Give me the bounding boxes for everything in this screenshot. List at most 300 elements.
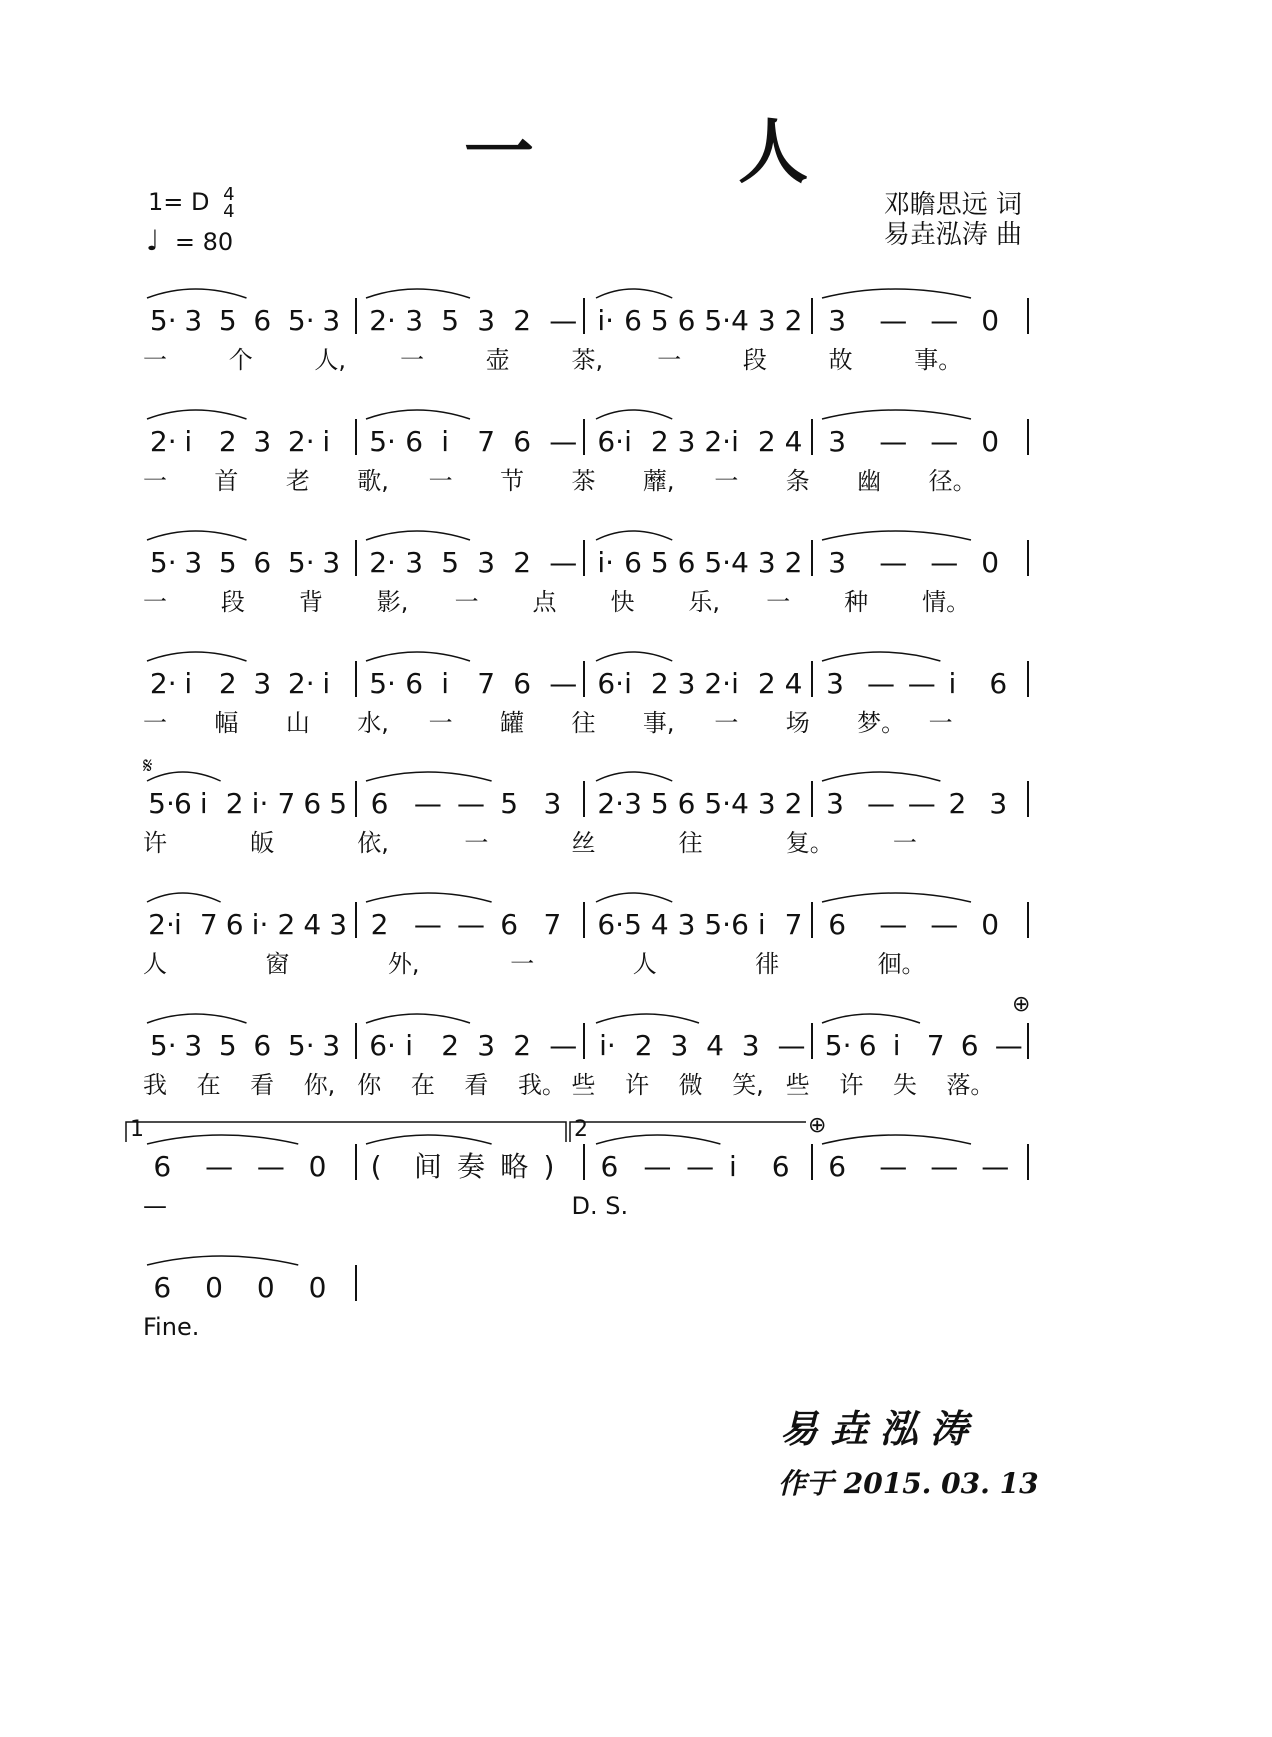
note: — [413,908,442,941]
lyric-syllable: 往 [571,709,596,737]
lyric-syllable: 段 [220,588,245,616]
lyric-syllable: 微 [678,1071,703,1099]
lyric-syllable: 在 [196,1071,221,1099]
note: 6 [771,1150,790,1183]
coda-icon: ⊕ [1012,992,1031,1017]
lyric-syllable: 人 [143,950,167,978]
note: 4 [731,304,749,337]
note: 6 [858,1029,877,1062]
lyric-syllable: 茶, [571,346,604,374]
note: 5· [369,667,396,700]
note: 5· [704,787,732,820]
signature-name: 易垚泓涛 [780,1406,981,1451]
note: 6 [600,1150,619,1183]
lyric-syllable: 一 [714,467,739,495]
note: 6 [513,425,532,458]
note: i [728,1150,737,1183]
note: 6 [513,667,532,700]
note: — [879,304,908,337]
lyric-syllable: 人 [632,950,657,978]
note: 5 [218,546,237,579]
note: 略 [500,1150,529,1183]
note: i· [251,787,269,820]
slur [147,652,247,661]
slur [147,1256,298,1265]
lyric-syllable: 快 [610,588,635,616]
slur [366,1014,470,1023]
note: — [457,908,486,941]
slur [147,410,247,419]
note: 3 [477,1029,496,1062]
note: i [757,908,766,941]
lyric-syllable: 条 [785,467,810,495]
time-sig-bottom: 4 [223,201,235,222]
lyric-syllable: 往 [678,829,703,857]
note: 3 [828,425,847,458]
quarter-note-icon: ♩ [146,224,160,257]
note: 2 [370,908,389,941]
tempo-value: = 80 [174,228,234,256]
key-label: 1= D [148,188,210,216]
note: 2· [148,908,175,941]
lyric-syllable: 壶 [485,346,510,374]
note: 2 [634,1029,653,1062]
note: 2· [369,304,396,337]
slur [596,1135,720,1144]
lyric-syllable: 一 [928,709,953,737]
note: 3 [322,1029,341,1062]
note: i· [599,1029,616,1062]
slur [596,1014,699,1023]
note: 3 [322,546,341,579]
lyric-syllable: 一 [143,346,167,374]
slur [822,410,971,419]
note: 2· [149,667,177,700]
note: 2 [948,787,967,820]
signature-date: 作于 2015. 03. 13 [778,1467,1039,1500]
note: 2 [218,425,237,458]
note: 6 [677,304,696,337]
segno-icon: 𝄋 [143,754,153,779]
note: 2· [149,425,177,458]
lyric-syllable: 水, [357,709,389,737]
lyric-syllable: 一 [143,709,167,737]
note: 5· [824,1029,852,1062]
lyric-syllable: 人, [314,346,347,374]
note: i [441,667,449,700]
lyric-syllable: 些 [571,1071,596,1099]
note: 6 [405,667,424,700]
slur [366,410,470,419]
note: 7 [199,908,218,941]
lyric-syllable: 在 [410,1071,435,1099]
note: — [549,667,578,700]
note: 4 [303,908,322,941]
note: 6 [989,667,1008,700]
lyric-syllable: 丝 [571,829,596,857]
note: 5· [287,1029,315,1062]
note: i [322,425,331,458]
note: 6 [500,908,519,941]
note: 6 [253,546,272,579]
note: 2· [597,787,625,820]
lyric-syllable: 一 [143,588,167,616]
note: ( [370,1150,382,1183]
slur [822,893,971,902]
note: 2 [225,787,244,820]
note: — [549,546,578,579]
note: 6· [597,667,625,700]
note: — [879,908,908,941]
note: — [549,304,578,337]
note: 2 [513,304,532,337]
slur [366,772,492,781]
lyric-syllable: 看 [250,1071,275,1099]
lyric-syllable: 一 [428,467,453,495]
note: 3 [322,304,341,337]
note: 0 [981,304,1000,337]
lyric-syllable: 个 [228,346,253,374]
note: 2 [784,787,803,820]
note: 3 [253,425,272,458]
note: 3 [828,546,847,579]
note: — [994,1029,1023,1062]
note: 3 [826,667,844,700]
time-sig-top: 4 [223,184,235,205]
note: — [930,425,959,458]
note: i [624,667,632,700]
note: 5 [650,546,669,579]
note: 6 [253,304,272,337]
note: 7 [477,425,496,458]
note: 2 [650,425,669,458]
note: 5· [148,787,175,820]
note: i [624,425,632,458]
note: 3 [405,304,424,337]
note: 6 [677,546,696,579]
lyric-syllable: 梦。 [857,709,906,737]
note: 6 [225,908,244,941]
slur [822,1014,920,1023]
note: 4 [706,1029,724,1062]
note: 3 [184,304,203,337]
note: 6 [153,1271,172,1304]
note: 0 [256,1271,275,1304]
lyric-syllable: 背 [298,588,323,616]
note: 5 [624,908,642,941]
coda-icon: ⊕ [808,1113,827,1138]
note: 5 [650,787,669,820]
lyric-syllable: 一 [657,346,682,374]
note: 3 [543,787,562,820]
lyric-syllable: 茶 [571,467,596,495]
note: 5 [218,304,237,337]
lyric-syllable: 幅 [214,709,239,737]
song-title: 一 人 [463,111,899,193]
note: 2 [757,667,776,700]
lyric-syllable: 罐 [500,709,525,737]
note: — [981,1150,1010,1183]
note: — [549,425,578,458]
note: i [892,1029,901,1062]
note: 6 [253,1029,272,1062]
note: 5· [149,546,177,579]
slur [596,531,672,540]
note: 2 [513,546,532,579]
lyric-syllable: 场 [785,709,810,737]
note: 6 [153,1150,172,1183]
note: i [441,425,449,458]
note: 6· [597,908,625,941]
slur [147,893,221,902]
note: — [866,787,895,820]
note: 2 [277,908,296,941]
note: 0 [981,425,1000,458]
slur [822,1135,971,1144]
note: 0 [308,1150,327,1183]
lyric-syllable: 山 [285,709,310,737]
lyric-syllable: 故 [828,346,853,374]
note: 6 [405,425,424,458]
lyric-syllable: 一 [143,467,167,495]
lyric-syllable: 一 [400,346,425,374]
note: i [322,667,331,700]
lyric-syllable: 一 [510,950,535,978]
lyric-syllable: 皈 [250,829,275,857]
note: 5· [369,425,396,458]
lyric-syllable: 我 [143,1071,167,1099]
note: 5 [650,304,669,337]
note: 3 [477,304,496,337]
note: i· [251,908,269,941]
lyric-syllable: 许 [625,1071,650,1099]
note: 2· [369,546,396,579]
note: 6 [624,304,642,337]
note: i [731,667,739,700]
lyric-syllable: 段 [742,346,767,374]
note: — [907,787,936,820]
note: — [549,1029,578,1062]
note: 3 [757,304,776,337]
note: — [866,667,895,700]
lyric-syllable: D. S. [571,1192,629,1220]
note: 5 [218,1029,237,1062]
note: 2 [441,1029,460,1062]
note: — [930,908,959,941]
note: 2· [704,667,732,700]
lyricist-credit: 邓瞻思远 词 [883,190,1022,220]
note: 3 [253,667,272,700]
note: — [777,1029,806,1062]
note: 3 [184,1029,203,1062]
note: 5 [441,304,460,337]
note: 2 [650,667,669,700]
lyric-syllable: 首 [214,467,239,495]
note: 6 [731,908,749,941]
lyric-syllable: 歌, [357,467,389,495]
lyric-syllable: 失 [892,1071,917,1099]
note: 6 [370,787,389,820]
note: 奏 [457,1150,486,1183]
lyric-syllable: 影, [376,588,409,616]
volta-2-bracket [570,1122,806,1142]
note: 5· [149,304,177,337]
note: 6 [828,908,847,941]
note: i [199,787,208,820]
note: 6 [677,787,696,820]
note: 3 [757,546,776,579]
note: 2 [218,667,237,700]
note: 3 [405,546,424,579]
note: 6 [303,787,322,820]
slur [822,289,971,298]
note: 5· [287,546,315,579]
composer-credit: 易垚泓涛 曲 [883,220,1022,250]
note: 3 [184,546,203,579]
lyric-syllable: 徊。 [877,950,926,978]
lyric-syllable: 幽 [857,467,882,495]
lyric-syllable: Fine. [143,1313,200,1341]
slur [366,289,470,298]
slur [596,410,672,419]
note: 7 [277,787,296,820]
note: 6· [369,1029,396,1062]
note: i [184,667,193,700]
slur [147,1135,298,1144]
note: 2 [784,546,803,579]
note: 7 [784,908,803,941]
note: 2 [784,304,803,337]
note: i· [597,546,615,579]
note: — [457,787,486,820]
note: i [405,1029,413,1062]
note: 3 [677,667,696,700]
lyric-syllable: 你, [303,1071,336,1099]
note: 4 [650,908,669,941]
note: 7 [477,667,496,700]
note: 0 [308,1271,327,1304]
note: 5 [441,546,460,579]
note: 3 [757,787,776,820]
lyric-syllable: 种 [844,588,869,616]
slur [366,893,492,902]
lyric-syllable: 乐, [688,588,721,616]
lyric-syllable: 一 [766,588,791,616]
note: 5· [704,908,732,941]
note: 5· [704,546,732,579]
note: 6· [597,425,625,458]
note: 4 [784,425,803,458]
note: 3 [826,787,844,820]
slur [147,772,221,781]
note: 0 [205,1271,223,1304]
note: 0 [981,908,1000,941]
note: 5· [287,304,315,337]
note: i [184,425,193,458]
lyric-syllable: 一 [714,709,739,737]
lyric-syllable: 些 [785,1071,810,1099]
lyric-syllable: 窗 [265,950,290,978]
note: 2 [513,1029,532,1062]
slur [366,531,470,540]
lyric-syllable: 依, [357,829,389,857]
note: 3 [741,1029,760,1062]
lyric-syllable: 我。 [517,1071,566,1099]
note: 4 [731,546,749,579]
note: — [930,546,959,579]
lyric-syllable: 事。 [914,346,963,374]
volta-1-label: 1 [130,1117,144,1142]
note: 3 [329,908,348,941]
lyric-syllable: 许 [839,1071,864,1099]
note: 6 [174,787,192,820]
note: 6 [624,546,642,579]
lyric-syllable: 老 [285,467,310,495]
lyric-syllable: 事, [642,709,675,737]
note: 5· [149,1029,177,1062]
lyric-syllable: 看 [464,1071,489,1099]
lyric-syllable: 一 [892,829,917,857]
slur [147,1014,247,1023]
note: ) [543,1150,555,1183]
slur [366,1135,492,1144]
lyric-syllable: 一 [454,588,479,616]
note: 6 [828,1150,847,1183]
note: i· [597,304,615,337]
note: 6 [960,1029,979,1062]
slur [147,531,247,540]
note: — [930,304,959,337]
slur [147,289,247,298]
note: — [879,1150,908,1183]
lyric-syllable: 一 [464,829,489,857]
lyric-syllable: 许 [143,829,167,857]
note: — [643,1150,672,1183]
note: i [174,908,182,941]
note: 3 [477,546,496,579]
note: 3 [989,787,1008,820]
lyric-syllable: 情。 [922,588,971,616]
slur [822,652,940,661]
lyric-syllable: 一 [428,709,453,737]
note: 7 [926,1029,945,1062]
note: 3 [677,425,696,458]
lyric-syllable: 径。 [928,467,977,495]
note: 3 [677,908,696,941]
lyric-syllable: 蘼, [642,467,675,495]
volta-1-bracket [126,1122,566,1142]
slur [596,652,672,661]
note: 2· [704,425,732,458]
lyric-syllable: 笑, [732,1071,764,1099]
note: — [879,425,908,458]
note: 3 [670,1029,689,1062]
note: 3 [624,787,642,820]
note: — [413,787,442,820]
slur [822,772,940,781]
lyric-syllable: 徘 [755,950,780,978]
slur [596,289,672,298]
volta-2-label: 2 [574,1117,588,1142]
note: 2 [757,425,776,458]
note: — [686,1150,715,1183]
note: 4 [784,667,803,700]
lyric-syllable: 你 [357,1071,382,1099]
lyric-syllable: — [143,1192,167,1220]
note: — [205,1150,234,1183]
lyric-syllable: 复。 [785,829,834,857]
note: 2· [287,425,315,458]
